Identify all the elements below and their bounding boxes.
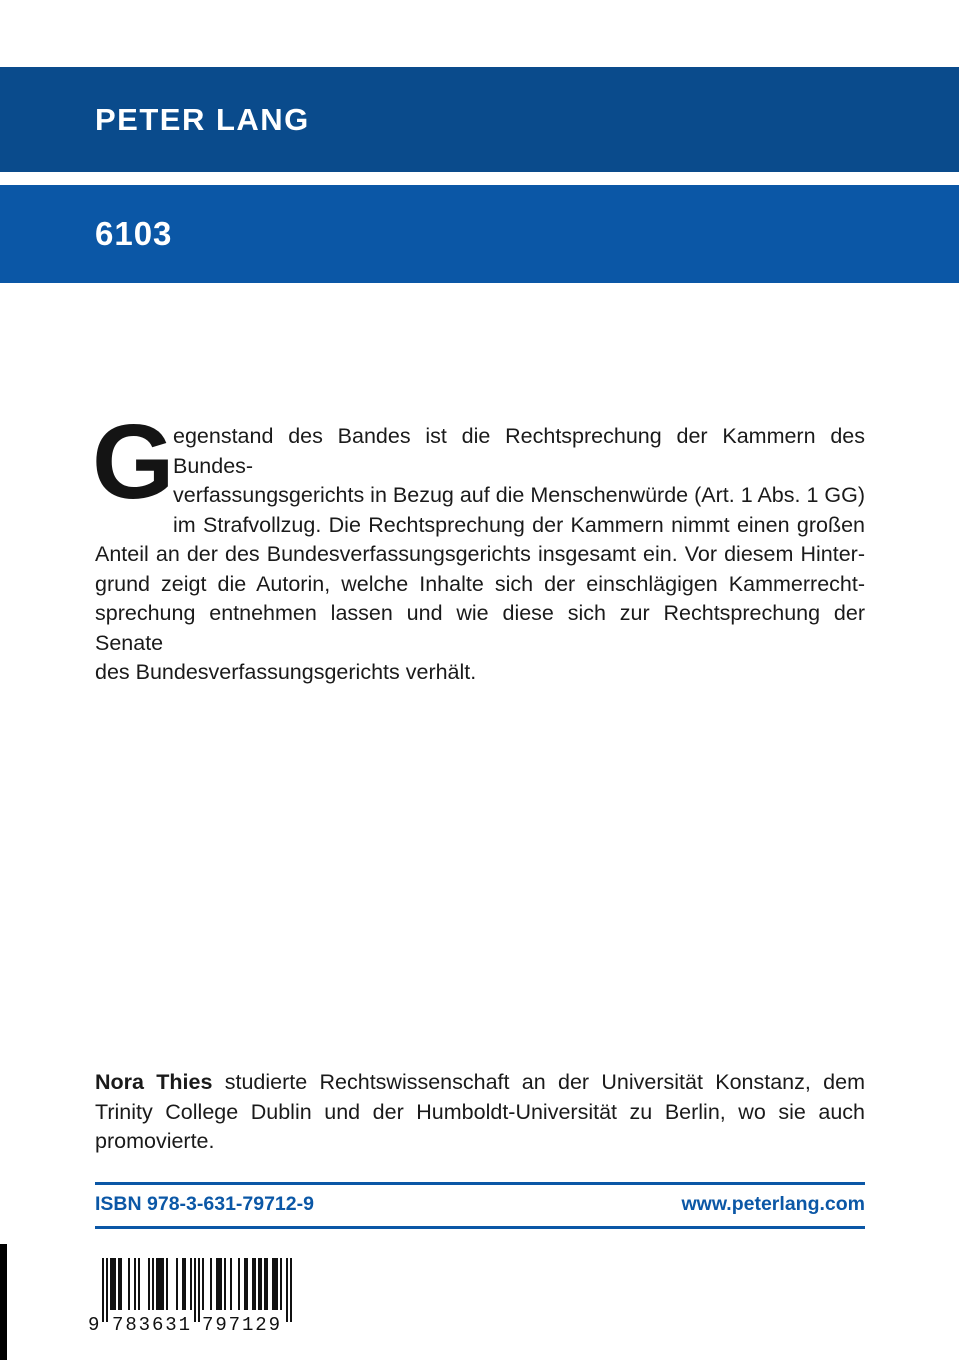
barcode-right-digits: 797129 [202, 1314, 280, 1334]
blurb-line: egenstand des Bandes ist die Rechtsprechung der Kammern des Bundes- [173, 424, 865, 478]
divider-rule-top [95, 1182, 865, 1185]
book-blurb [92, 403, 865, 688]
author-bio [95, 1068, 865, 1157]
series-band [0, 185, 959, 283]
footer-row [95, 1193, 865, 1216]
blurb-indented-block [173, 422, 865, 540]
bio-line-rest: studierte Rechtswissenschaft an der Universität Konstanz, dem [212, 1070, 865, 1094]
bio-line: promovierte. [95, 1129, 215, 1153]
publisher-website: www.peterlang.com [681, 1193, 865, 1215]
barcode-bars [102, 1258, 292, 1322]
blurb-line: im Strafvollzug. Die Rechtsprechung der Kammern nimmt einen großen [173, 512, 865, 537]
bio-line: Trinity College Dublin und der Humboldt-Universität zu Berlin, wo sie auch [95, 1099, 865, 1124]
barcode [88, 1258, 300, 1339]
blurb-line: Anteil an der des Bundesverfassungsgerichts insgesamt ein. Vor diesem Hinter- [95, 542, 865, 566]
author-name: Nora Thies [95, 1070, 213, 1094]
barcode-left-digits: 783631 [112, 1314, 190, 1334]
blurb-line: grund zeigt die Autorin, welche Inhalte sich der einschlägigen Kammerrecht- [95, 571, 865, 596]
barcode-first-digit: 9 [88, 1314, 100, 1334]
publisher-name: PETER LANG [95, 101, 310, 137]
bio-line [95, 1068, 865, 1098]
ean13-barcode [88, 1258, 300, 1334]
dropcap-g: G [92, 403, 175, 521]
series-number: 6103 [95, 215, 173, 252]
blurb-line: des Bundesverfassungsgerichts verhält. [95, 660, 477, 684]
publisher-band [0, 67, 959, 172]
isbn-text: ISBN 978-3-631-79712-9 [95, 1193, 314, 1215]
blurb-line: sprechung entnehmen lassen und wie diese sich zur Rechtsprechung der Senate [95, 601, 865, 655]
page-edge-shadow [0, 1244, 7, 1360]
blurb-line: verfassungsgerichts in Bezug auf die Menschenwürde (Art. 1 Abs. 1 GG) [173, 483, 865, 507]
divider-rule-bottom [95, 1226, 865, 1229]
